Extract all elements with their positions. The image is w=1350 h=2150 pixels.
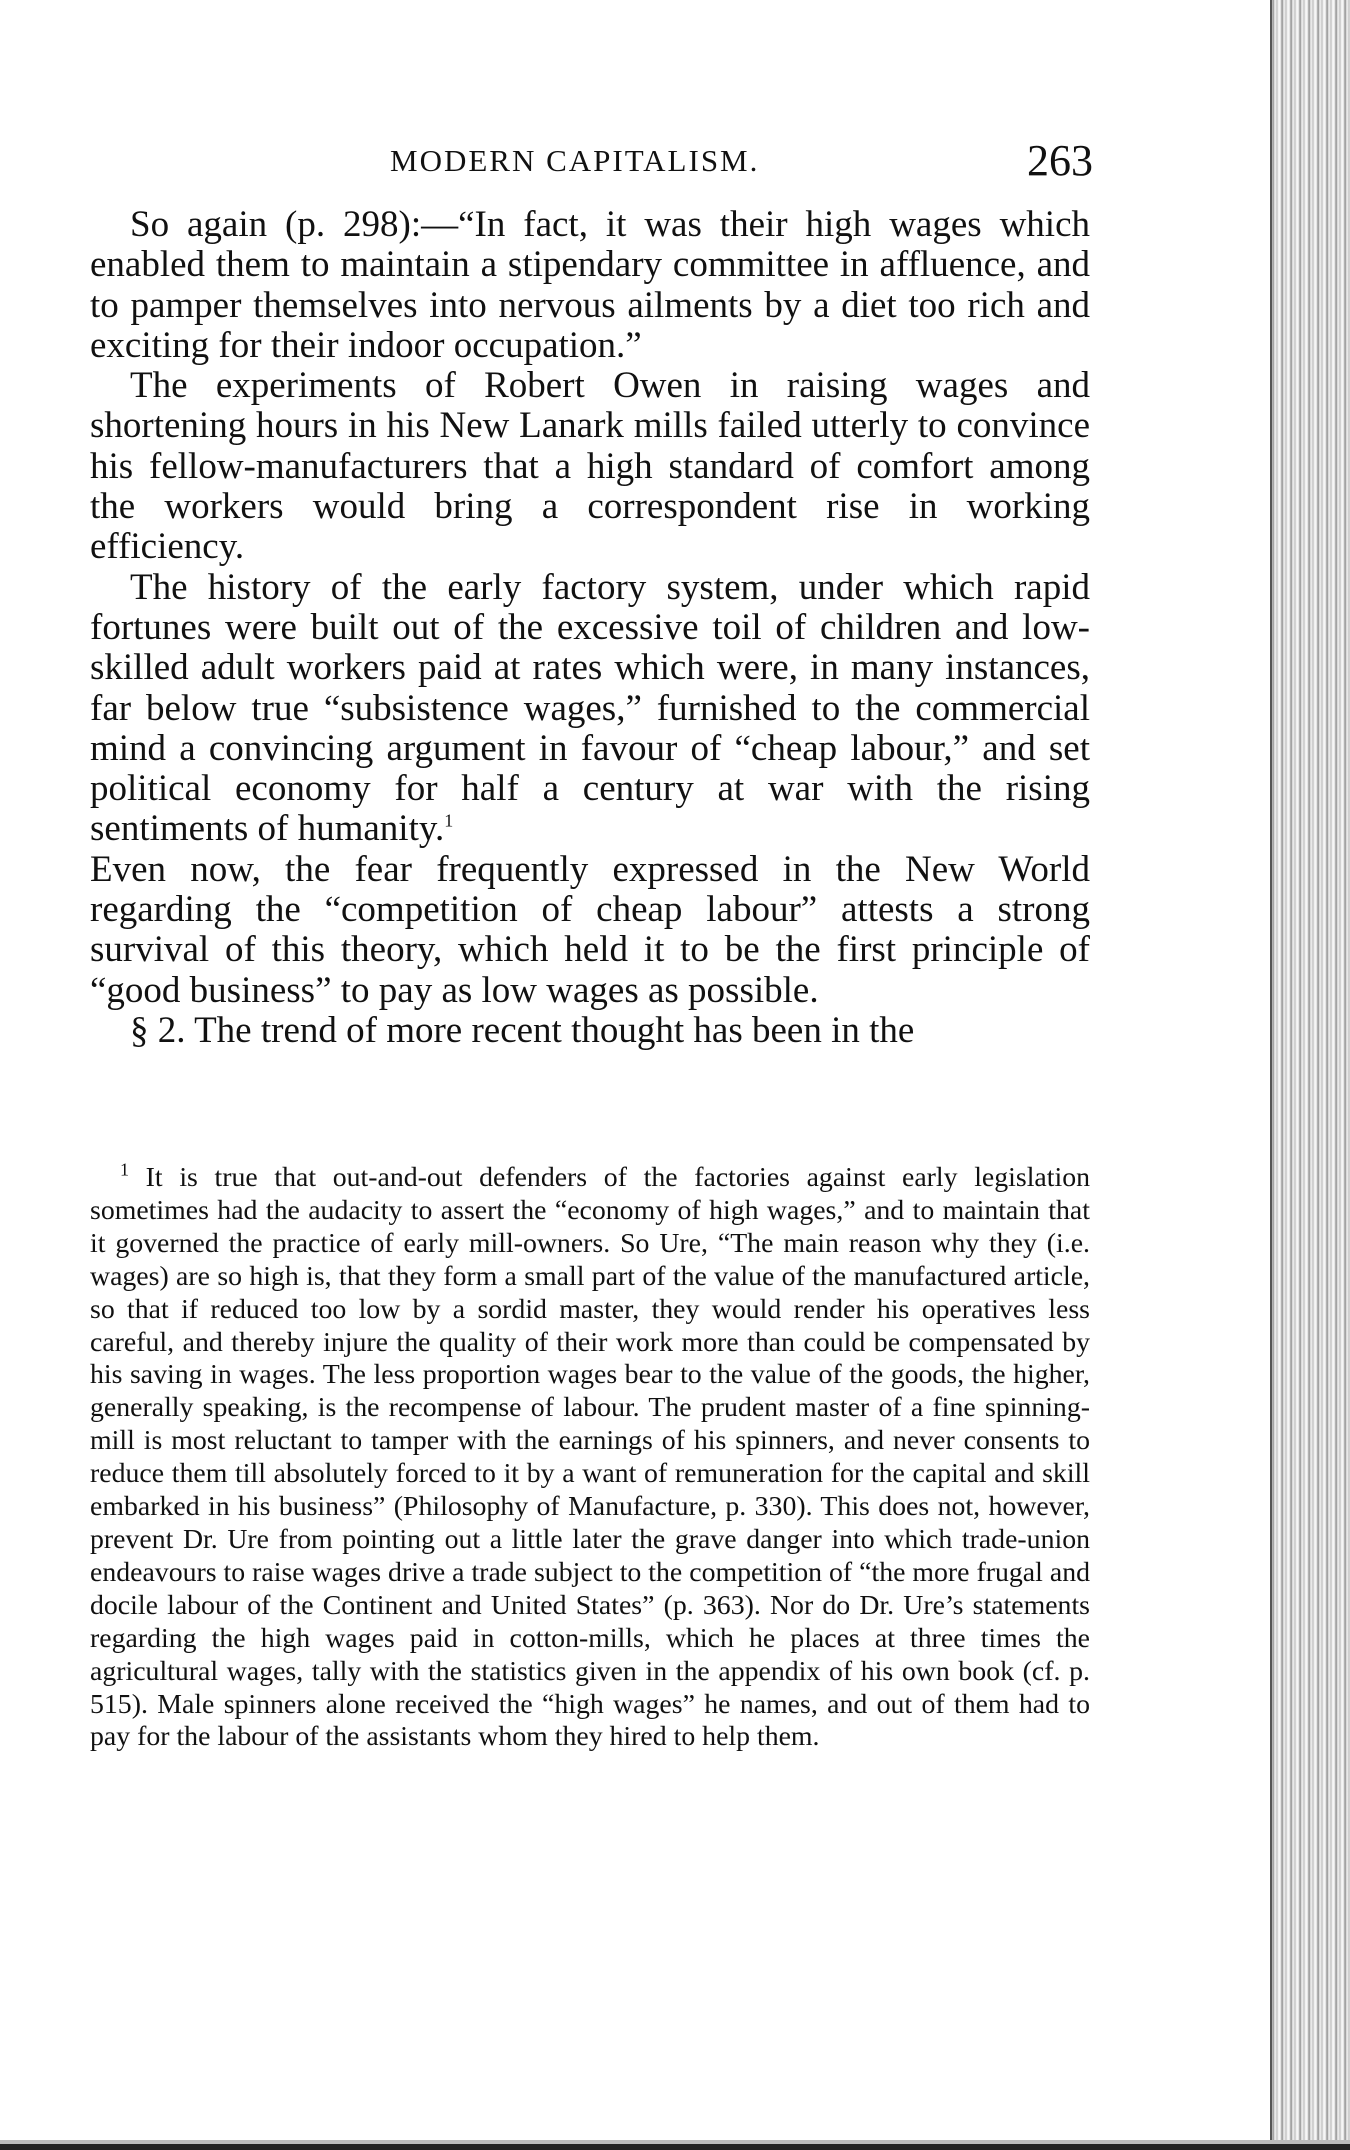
paragraph-text: The history of the early factory system, under which rapid fortunes were built out of the excessive toil of children and low-skilled adult workers paid at rates which were, in many instances, far below true “subsistence wages,” furnished to the commercial mind a convincing argument in favour of “cheap labour,” and set political economy for half a century at war with the rising sentiments of humanity. [90,566,1090,850]
body-text [90,205,1090,1051]
page-bottom-shadow [0,2122,1350,2150]
footnote [90,1159,1090,1754]
footnote-text: It is true that out-and-out defenders of the factories against early legislation sometimes had the audacity to assert the “economy of high wages,” and to maintain that it governed the practice of early mill-owners. So Ure, “The main reason why they (i.e. wages) are so high is, that they form a small part of the value of the manufactured article, so that if reduced too low by a sordid master, they would render his operatives less careful, and thereby injure the quality of their work more than could be compensated by his saving in wages. The less proportion wages bear to the value of the goods, the higher, generally speaking, is the recompense of labour. The prudent master of a fine spinning-mill is most reluctant to tamper with the earnings of his spinners, and never consents to reduce them till absolutely forced to it by a want of remuneration for the capital and skill embarked in his business” (Philosophy of Manufacture, p. 330). This does not, however, prevent Dr. Ure from pointing out a little later the grave danger into which trade-union endeavours to raise wages drive a trade subject to the competition of “the more frugal and docile labour of the Continent and United States” (p. 363). Nor do Dr. Ure’s statements regarding the high wages paid in cotton-mills, which he places at three times the agricultural wages, tally with the statistics given in the appendix of his own book (cf. p. 515). Male spinners alone received the “high wages” he names, and out of them had to pay for the labour of the assistants whom they hired to help them. [90,1162,1090,1753]
running-header [90,135,1093,195]
paragraph: § 2. The trend of more recent thought has been in the [130,1009,915,1051]
paragraph: The experiments of Robert Owen in raising wages and shortening hours in his New Lanark mills failed utterly to convince his fellow-manufacturers that a high standard of comfort among the workers would bring a correspondent rise in working efficiency. [90,365,1090,568]
footnote-section [90,1159,1090,1754]
paragraph: So again (p. 298):—“In fact, it was their high wages which enabled them to maintain a stipendary committee in affluence, and to pamper themselves into nervous ailments by a diet too rich and exciting for their indoor occupation.” [90,204,1090,366]
paragraph: Even now, the fear frequently expressed in the New World regarding the “competition of cheap labour” attests a strong survival of this theory, which held it to be the first principle of “good business” to pay as low wages as possible. [90,848,1090,1011]
running-title: MODERN CAPITALISM. [390,143,760,178]
book-spine-edge [1270,0,1350,2150]
paragraph [90,568,1090,850]
footnote-marker: 1 [120,1159,129,1180]
gutter-line [1270,0,1272,2150]
footnote-reference: 1 [444,811,454,832]
page-number: 263 [1027,136,1093,185]
